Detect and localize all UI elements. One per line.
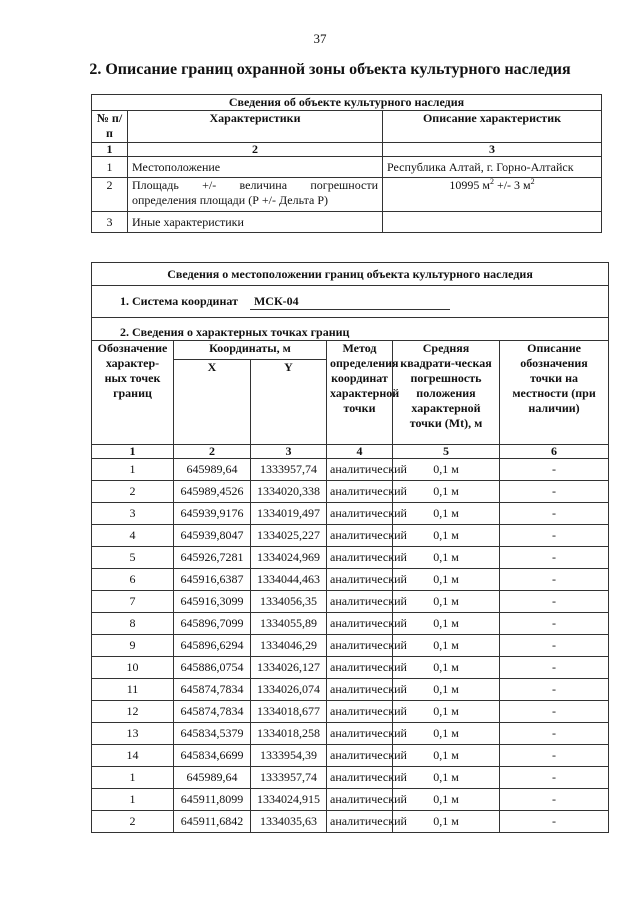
method: аналитический [327, 789, 393, 811]
area-value: 10995 м [449, 178, 490, 192]
point-id: 8 [92, 613, 174, 635]
coord-y: 1334035,63 [251, 811, 327, 833]
point-id: 3 [92, 503, 174, 525]
table-row [92, 481, 609, 503]
coord-x: 645989,64 [174, 459, 251, 481]
coord-x: 645874,7834 [174, 679, 251, 701]
points-list [92, 459, 609, 833]
coord-x: 645874,7834 [174, 701, 251, 723]
table-row [92, 212, 602, 233]
table-row [92, 745, 609, 767]
accuracy: 0,1 м [393, 745, 500, 767]
point-id: 2 [92, 481, 174, 503]
coord-y: 1334026,127 [251, 657, 327, 679]
table-row [92, 657, 609, 679]
accuracy: 0,1 м [393, 767, 500, 789]
description: - [500, 767, 609, 789]
row-num: 1 [92, 157, 128, 178]
coord-system-value: МСК-04 [250, 294, 450, 310]
column-number: 3 [251, 445, 327, 459]
accuracy: 0,1 м [393, 723, 500, 745]
point-id: 1 [92, 459, 174, 481]
coord-y: 1334026,074 [251, 679, 327, 701]
point-id: 14 [92, 745, 174, 767]
section-title: 2. Описание границ охранной зоны объекта культурного наследия [89, 61, 571, 78]
row-num: 2 [92, 178, 128, 212]
column-number: 2 [128, 143, 383, 157]
accuracy: 0,1 м [393, 657, 500, 679]
point-id: 12 [92, 701, 174, 723]
coord-x: 645886,0754 [174, 657, 251, 679]
description: - [500, 591, 609, 613]
method: аналитический [327, 459, 393, 481]
method: аналитический [327, 569, 393, 591]
coord-x: 645916,3099 [174, 591, 251, 613]
row-num: 3 [92, 212, 128, 233]
description: - [500, 789, 609, 811]
coord-x: 645834,5379 [174, 723, 251, 745]
description: - [500, 635, 609, 657]
description: - [500, 745, 609, 767]
table-row [92, 701, 609, 723]
table-row [92, 613, 609, 635]
coord-y: 1333957,74 [251, 767, 327, 789]
object-info-caption: Сведения об объекте культурного наследия [92, 95, 602, 111]
coord-x: 645926,7281 [174, 547, 251, 569]
point-id: 13 [92, 723, 174, 745]
accuracy: 0,1 м [393, 789, 500, 811]
row-value [383, 212, 602, 233]
accuracy: 0,1 м [393, 569, 500, 591]
method: аналитический [327, 635, 393, 657]
accuracy: 0,1 м [393, 811, 500, 833]
description: - [500, 811, 609, 833]
area-error: +/- 3 м [493, 178, 531, 192]
method: аналитический [327, 481, 393, 503]
method: аналитический [327, 679, 393, 701]
table-row [92, 635, 609, 657]
coord-x: 645834,6699 [174, 745, 251, 767]
header-characteristics: Характеристики [128, 111, 383, 143]
description: - [500, 547, 609, 569]
accuracy: 0,1 м [393, 547, 500, 569]
table-row [92, 157, 602, 178]
point-id: 11 [92, 679, 174, 701]
table-row [92, 569, 609, 591]
point-id: 7 [92, 591, 174, 613]
coord-y: 1334025,227 [251, 525, 327, 547]
coord-x: 645939,9176 [174, 503, 251, 525]
description: - [500, 503, 609, 525]
coord-y: 1334020,338 [251, 481, 327, 503]
table-row [92, 811, 609, 833]
accuracy: 0,1 м [393, 481, 500, 503]
column-number: 1 [92, 445, 174, 459]
description: - [500, 723, 609, 745]
coord-x: 645916,6387 [174, 569, 251, 591]
coord-y: 1333957,74 [251, 459, 327, 481]
method: аналитический [327, 701, 393, 723]
point-id: 1 [92, 789, 174, 811]
point-id: 5 [92, 547, 174, 569]
point-id: 1 [92, 767, 174, 789]
coord-y: 1334055,89 [251, 613, 327, 635]
header-method: Метод определения координат характерной точки [327, 341, 393, 445]
coord-system-label: 1. Система координат [120, 293, 238, 308]
coord-x: 645911,6842 [174, 811, 251, 833]
accuracy: 0,1 м [393, 525, 500, 547]
error-unit-exp: 2 [530, 177, 535, 186]
method: аналитический [327, 767, 393, 789]
header-x: X [174, 360, 251, 445]
accuracy: 0,1 м [393, 459, 500, 481]
row-name-line2: определения площади (Р +/- Дельта Р) [132, 193, 329, 207]
column-number: 4 [327, 445, 393, 459]
table-row [92, 591, 609, 613]
boundaries-caption: Сведения о местоположении границ объекта культурного наследия [92, 263, 609, 286]
table-row [92, 525, 609, 547]
coord-y: 1334046,29 [251, 635, 327, 657]
column-number: 6 [500, 445, 609, 459]
coord-y: 1334018,677 [251, 701, 327, 723]
coord-y: 1334056,35 [251, 591, 327, 613]
table-row [92, 459, 609, 481]
point-id: 10 [92, 657, 174, 679]
accuracy: 0,1 м [393, 701, 500, 723]
coord-x: 645896,6294 [174, 635, 251, 657]
method: аналитический [327, 591, 393, 613]
method: аналитический [327, 613, 393, 635]
header-num: № п/п [92, 111, 128, 143]
coord-y: 1334024,915 [251, 789, 327, 811]
coord-y: 1334018,258 [251, 723, 327, 745]
boundaries-table [91, 262, 609, 833]
table-row [92, 547, 609, 569]
row-name: Иные характеристики [128, 212, 383, 233]
coord-y: 1334044,463 [251, 569, 327, 591]
table-row [92, 679, 609, 701]
table-row [92, 503, 609, 525]
coord-x: 645989,64 [174, 767, 251, 789]
point-id: 6 [92, 569, 174, 591]
points-label: 2. Сведения о характерных точках границ [92, 318, 609, 341]
table-row [92, 178, 602, 212]
header-accuracy: Средняя квадрати-ческая погрешность положения характерной точки (Mt), м [393, 341, 500, 445]
area-unit-exp: 2 [489, 177, 494, 186]
header-description: Описание характеристик [383, 111, 602, 143]
page-number: 37 [313, 31, 327, 46]
method: аналитический [327, 547, 393, 569]
description: - [500, 481, 609, 503]
header-designation: Обозначение характер-ных точек границ [92, 341, 174, 445]
description: - [500, 679, 609, 701]
method: аналитический [327, 657, 393, 679]
description: - [500, 613, 609, 635]
coord-x: 645989,4526 [174, 481, 251, 503]
row-value [383, 178, 602, 212]
header-coordinates: Координаты, м [174, 341, 327, 360]
coord-x: 645939,8047 [174, 525, 251, 547]
row-value: Республика Алтай, г. Горно-Алтайск [383, 157, 602, 178]
method: аналитический [327, 811, 393, 833]
table-row [92, 723, 609, 745]
coord-x: 645896,7099 [174, 613, 251, 635]
description: - [500, 657, 609, 679]
point-id: 9 [92, 635, 174, 657]
row-name-line1: Площадь +/- величина погрешности [132, 178, 378, 192]
point-id: 4 [92, 525, 174, 547]
accuracy: 0,1 м [393, 679, 500, 701]
description: - [500, 525, 609, 547]
method: аналитический [327, 525, 393, 547]
accuracy: 0,1 м [393, 591, 500, 613]
method: аналитический [327, 503, 393, 525]
point-id: 2 [92, 811, 174, 833]
column-number: 3 [383, 143, 602, 157]
object-info-table [91, 94, 602, 233]
column-number: 2 [174, 445, 251, 459]
column-number: 5 [393, 445, 500, 459]
accuracy: 0,1 м [393, 503, 500, 525]
coord-y: 1333954,39 [251, 745, 327, 767]
description: - [500, 701, 609, 723]
description: - [500, 569, 609, 591]
accuracy: 0,1 м [393, 635, 500, 657]
coord-y: 1334019,497 [251, 503, 327, 525]
coord-x: 645911,8099 [174, 789, 251, 811]
header-description: Описание обозначения точки на местности (при наличии) [500, 341, 609, 445]
table-row [92, 789, 609, 811]
coord-y: 1334024,969 [251, 547, 327, 569]
accuracy: 0,1 м [393, 613, 500, 635]
column-number: 1 [92, 143, 128, 157]
method: аналитический [327, 745, 393, 767]
row-name: Местоположение [128, 157, 383, 178]
table-row [92, 767, 609, 789]
header-y: Y [251, 360, 327, 445]
method: аналитический [327, 723, 393, 745]
description: - [500, 459, 609, 481]
